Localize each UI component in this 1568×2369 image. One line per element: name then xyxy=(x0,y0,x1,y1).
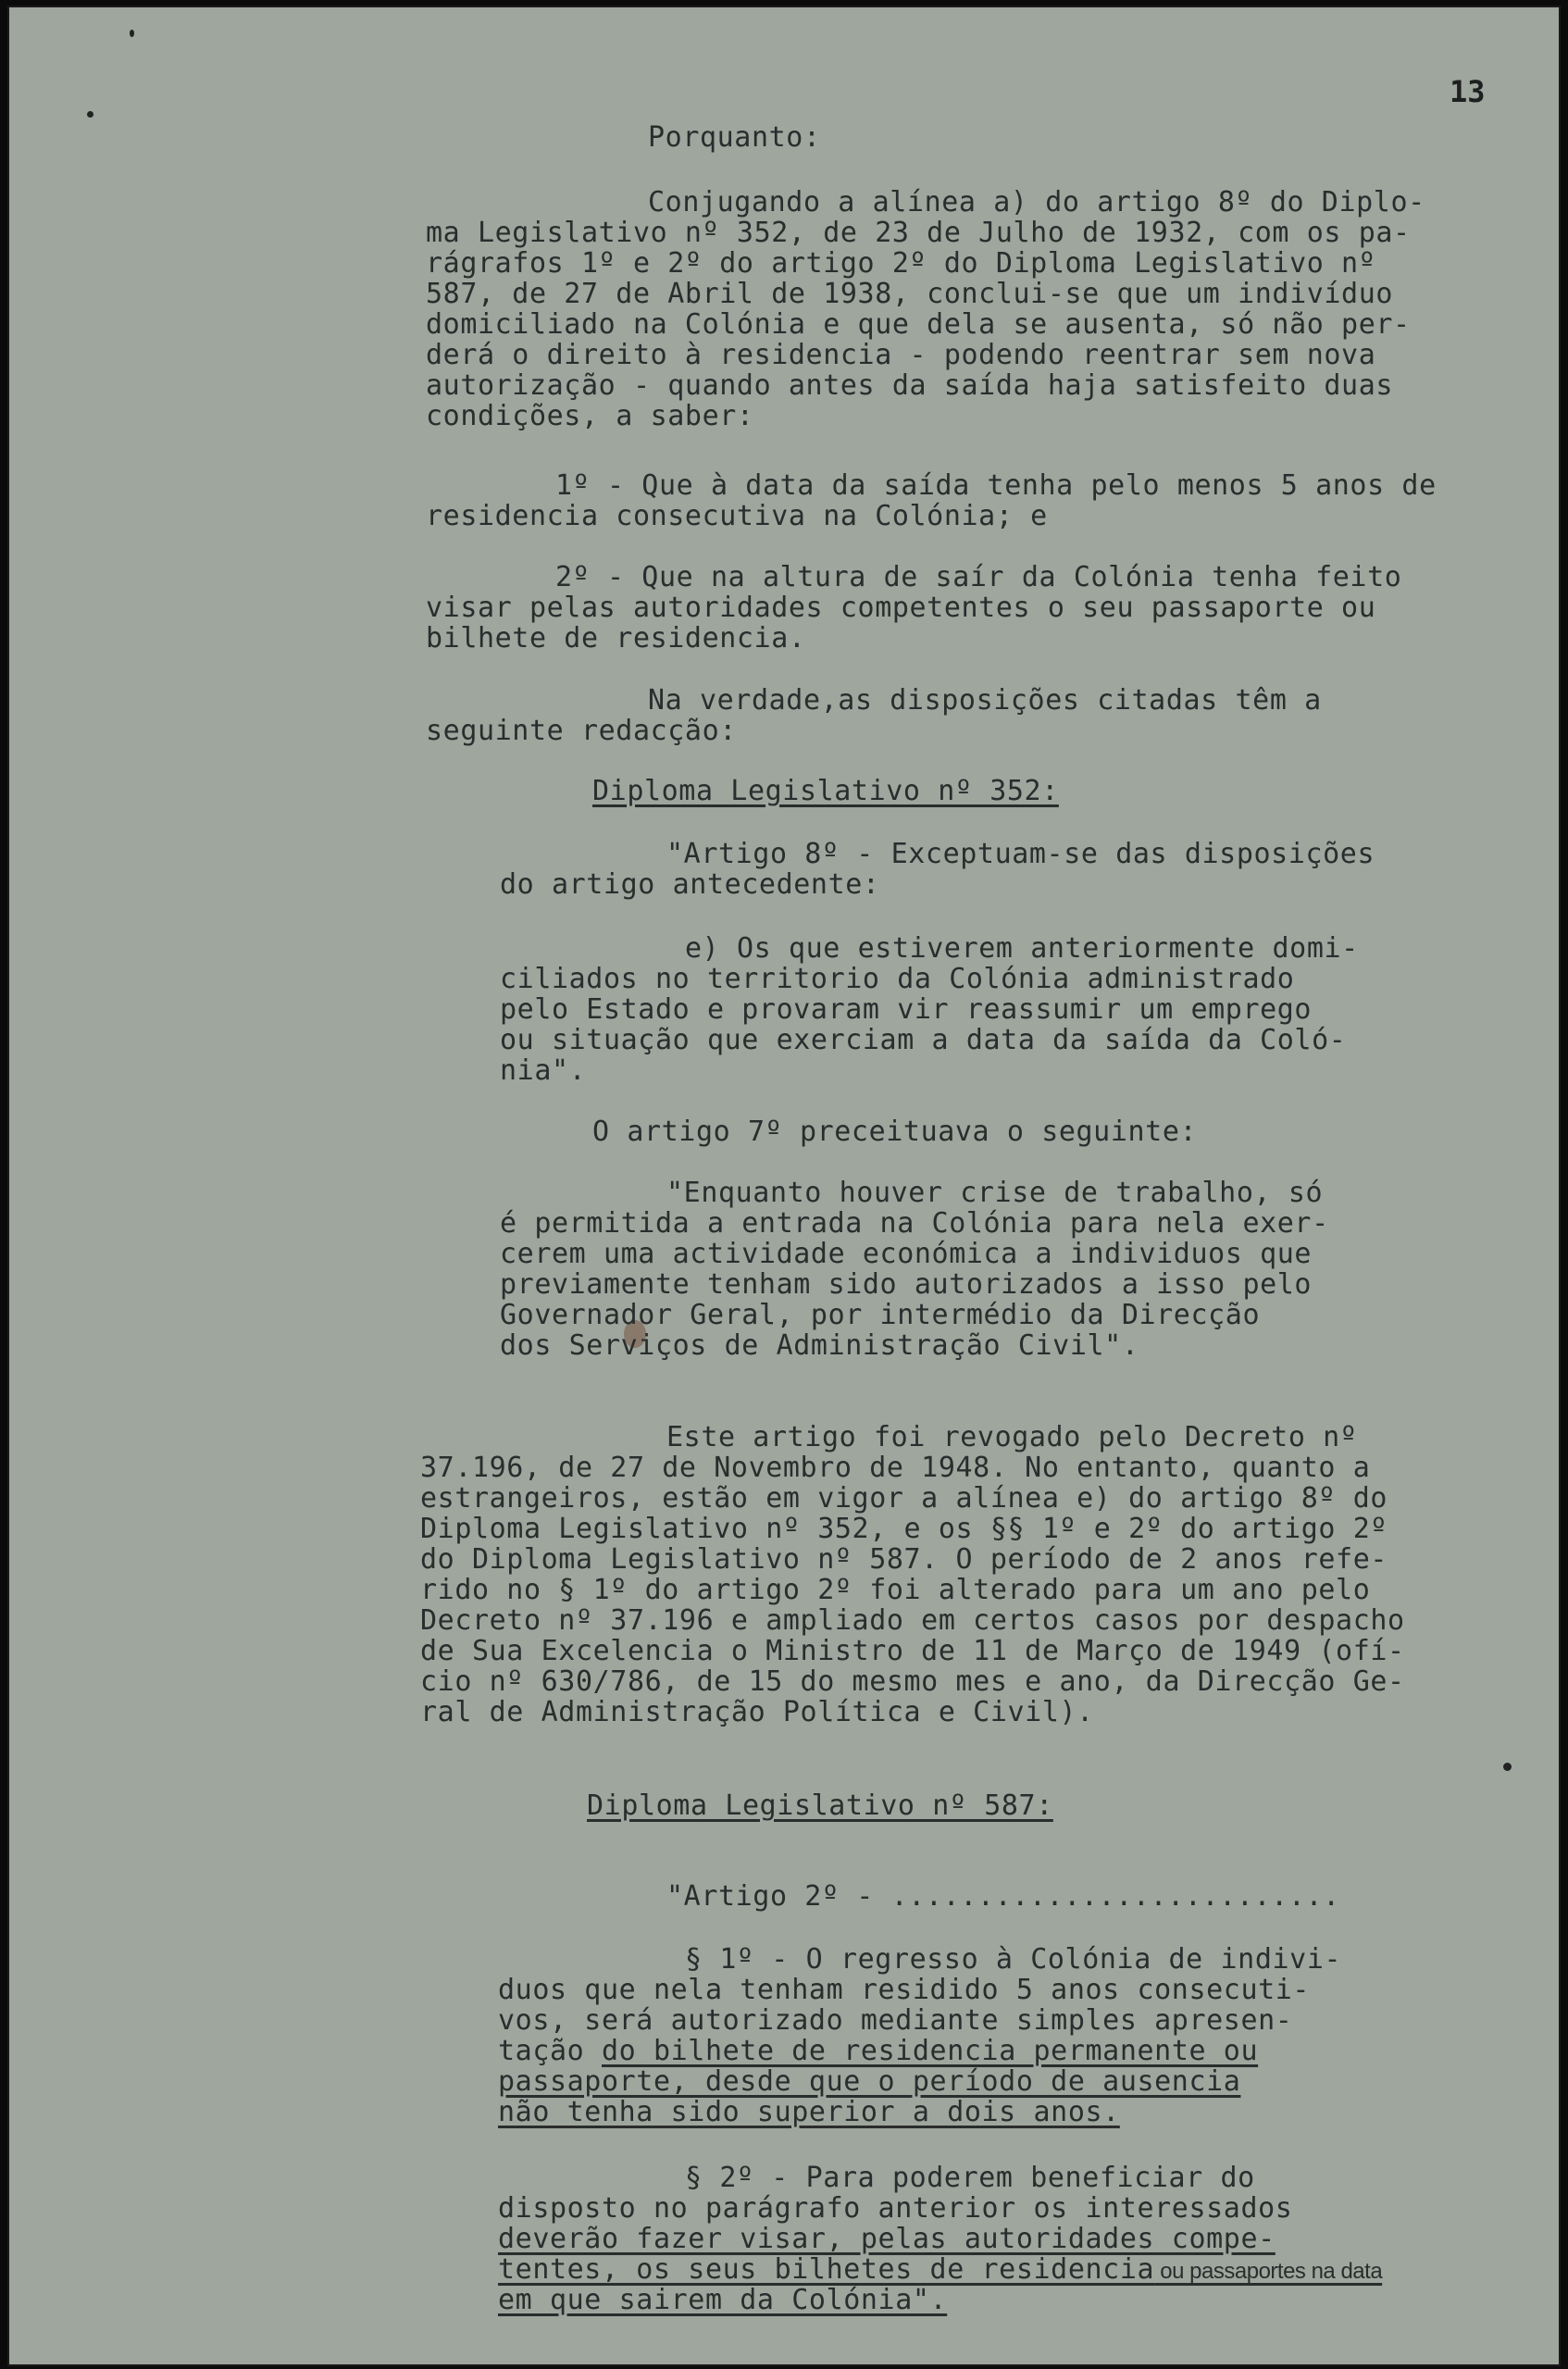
text-line: cerem uma actividade económica a individuos que xyxy=(500,1238,1313,1270)
ink-speck xyxy=(130,30,134,37)
text-line: domiciliado na Colónia e que dela se ausenta, só não per- xyxy=(426,308,1411,341)
underlined-text: passaporte, desde que o período de ausencia xyxy=(498,2065,1241,2098)
text-line: seguinte redacção: xyxy=(426,715,737,747)
text-line: dos Serviços de Administração Civil". xyxy=(500,1329,1139,1362)
text-line: Este artigo foi revogado pelo Decreto nº xyxy=(666,1421,1358,1453)
document-page xyxy=(7,6,1561,2366)
text-line: rágrafos 1º e 2º do artigo 2º do Diploma Legislativo nº xyxy=(426,247,1376,280)
text-line: disposto no parágrafo anterior os interessados xyxy=(498,2192,1293,2225)
text-line: residencia consecutiva na Colónia; e xyxy=(426,500,1048,532)
section-header: Porquanto: xyxy=(648,121,821,154)
text-line: visar pelas autoridades competentes o seu passaporte ou xyxy=(426,592,1376,624)
text-line: ciliados no territorio da Colónia administrado xyxy=(500,963,1295,995)
text-line: vos, será autorizado mediante simples apresen- xyxy=(498,2004,1293,2037)
text-line: cio nº 630/786, de 15 do mesmo mes e ano, da Direcção Ge- xyxy=(420,1665,1405,1698)
text-line: Diploma Legislativo nº 352, e os §§ 1º e 2º do artigo 2º xyxy=(420,1513,1388,1545)
text-line: e) Os que estiverem anteriormente domi- xyxy=(685,932,1359,965)
page-number: 13 xyxy=(1450,74,1486,109)
text-line: Decreto nº 37.196 e ampliado em certos casos por despacho xyxy=(420,1604,1405,1637)
text-line: Conjugando a alínea a) do artigo 8º do Diplo- xyxy=(648,186,1425,218)
text-line: rido no § 1º do artigo 2º foi alterado para um ano pelo xyxy=(420,1574,1371,1606)
text-line: duos que nela tenham residido 5 anos consecuti- xyxy=(498,1974,1311,2006)
text-line: 2º - Que na altura de saír da Colónia tenha feito xyxy=(555,561,1402,593)
heading-diploma-352: Diploma Legislativo nº 352: xyxy=(592,775,1059,807)
text-line: de Sua Excelencia o Ministro de 11 de Março de 1949 (ofí- xyxy=(420,1635,1405,1667)
text-line: 37.196, de 27 de Novembro de 1948. No entanto, quanto a xyxy=(420,1452,1371,1484)
text-line: ma Legislativo nº 352, de 23 de Julho de 1932, com os pa- xyxy=(426,217,1411,249)
text-line: nia". xyxy=(500,1054,587,1087)
text-line: autorização - quando antes da saída haja satisfeito duas xyxy=(426,369,1394,402)
text-line: 587, de 27 de Abril de 1938, conclui-se que um indivíduo xyxy=(426,278,1394,310)
text-line: previamente tenham sido autorizados a isso pelo xyxy=(500,1268,1313,1301)
text-line: ral de Administração Política e Civil). xyxy=(420,1696,1094,1728)
text-line: ou situação que exerciam a data da saída da Coló- xyxy=(500,1024,1347,1056)
text-line xyxy=(498,2036,1258,2066)
underlined-text: deverão fazer visar, pelas autoridades compe- xyxy=(498,2223,1276,2255)
text-line: pelo Estado e provaram vir reassumir um emprego xyxy=(500,993,1313,1026)
underlined-text: em que sairem da Colónia". xyxy=(498,2284,948,2316)
text-line xyxy=(498,2254,1382,2287)
text-line: § 1º - O regresso à Colónia de indivi- xyxy=(685,1943,1342,1976)
text-line: derá o direito à residencia - podendo reentrar sem nova xyxy=(426,339,1376,371)
text-line: condições, a saber: xyxy=(426,400,754,432)
text-line: § 2º - Para poderem beneficiar do xyxy=(685,2162,1255,2194)
text-segment: tentes, os seus bilhetes de residencia xyxy=(498,2253,1155,2286)
text-line: do artigo antecedente: xyxy=(500,868,880,901)
text-line: "Enquanto houver crise de trabalho, só xyxy=(666,1177,1324,1209)
text-line: estrangeiros, estão em vigor a alínea e) do artigo 8º do xyxy=(420,1482,1388,1515)
ink-speck xyxy=(1503,1763,1512,1771)
text-line: "Artigo 8º - Exceptuam-se das disposições xyxy=(666,838,1375,870)
underlined-text: não tenha sido superior a dois anos. xyxy=(498,2096,1120,2128)
text-line: bilhete de residencia. xyxy=(426,622,806,655)
text-line: é permitida a entrada na Colónia para nela exer- xyxy=(500,1207,1329,1240)
text-line: do Diploma Legislativo nº 587. O período de 2 anos refe- xyxy=(420,1543,1388,1576)
underlined-text: do bilhete de residencia permanente ou xyxy=(601,2035,1259,2067)
heading-diploma-587: Diploma Legislativo nº 587: xyxy=(587,1789,1053,1822)
text-segment: tação xyxy=(498,2035,602,2067)
article-2-title: "Artigo 2º - .......................... xyxy=(666,1880,1340,1913)
article-7-intro: O artigo 7º preceituava o seguinte: xyxy=(592,1116,1198,1148)
ink-speck xyxy=(87,111,93,118)
text-line: 1º - Que à data da saída tenha pelo menos 5 anos de xyxy=(555,469,1437,502)
handwritten-annotation: ou passaportes na data xyxy=(1154,2259,1383,2284)
text-line: Governador Geral, por intermédio da Direcção xyxy=(500,1299,1261,1331)
text-line: Na verdade,as disposições citadas têm a xyxy=(648,684,1322,717)
